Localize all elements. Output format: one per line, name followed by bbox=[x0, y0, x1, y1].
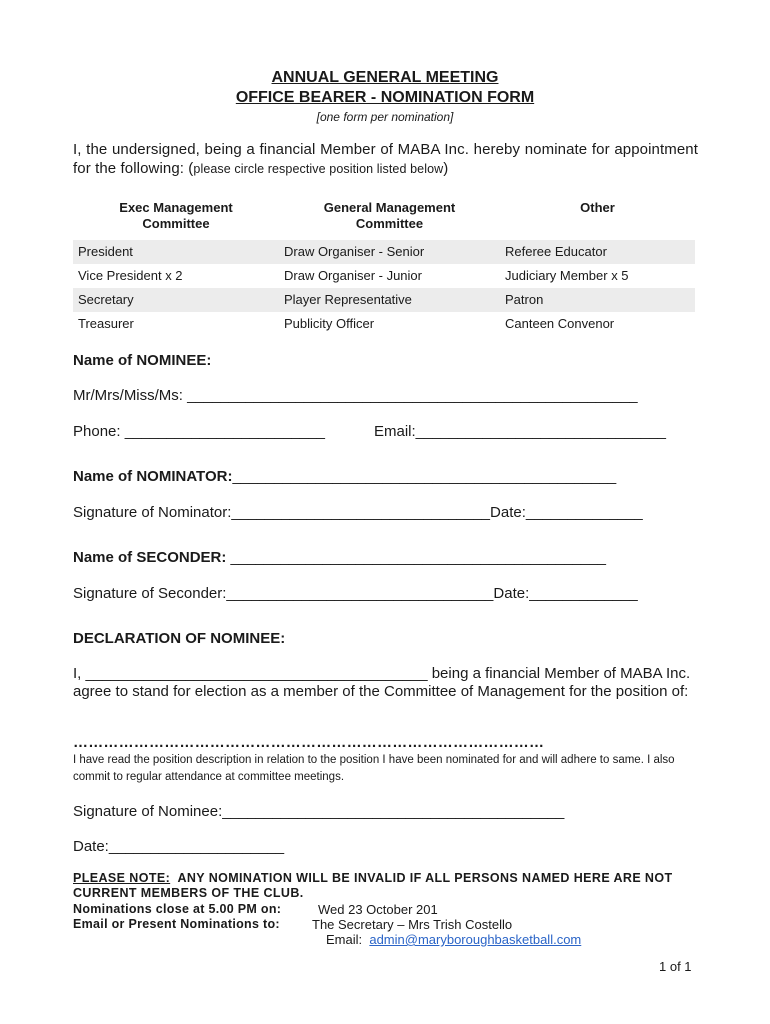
please-note bbox=[73, 871, 698, 901]
intro-text: I, the undersigned, being a financial Member of MABA Inc. hereby nominate for appointment for the following: ( bbox=[73, 141, 698, 177]
close-label: Nominations close at 5.00 PM on: bbox=[73, 902, 282, 916]
header-exec: Exec Management Committee bbox=[119, 200, 233, 231]
email-row bbox=[326, 932, 581, 947]
table-row bbox=[73, 240, 695, 264]
intro-paragraph bbox=[73, 140, 698, 179]
position-cell[interactable]: Judiciary Member x 5 bbox=[505, 268, 629, 283]
form-subtitle-heading: OFFICE BEARER - NOMINATION FORM bbox=[235, 89, 535, 106]
seconder-label: Name of SECONDER: bbox=[73, 549, 231, 566]
seconder-name-row bbox=[73, 549, 606, 566]
nominator-signature-field[interactable]: Signature of Nominator:_______________________________Date:______________ bbox=[73, 504, 643, 521]
position-cell[interactable]: Publicity Officer bbox=[284, 316, 375, 331]
nominee-name-field[interactable]: Mr/Mrs/Miss/Ms: ______________________________________________________ bbox=[73, 387, 638, 404]
table-row bbox=[73, 312, 695, 336]
nominee-heading: Name of NOMINEE: bbox=[73, 352, 212, 369]
header-other: Other bbox=[580, 200, 615, 215]
table-row bbox=[73, 264, 695, 288]
email-link[interactable]: admin@maryboroughbasketball.com bbox=[369, 932, 582, 947]
form-note: [one form per nomination] bbox=[316, 110, 454, 124]
note-label: PLEASE NOTE: bbox=[73, 871, 171, 885]
nominator-name-row bbox=[73, 468, 616, 485]
position-cell[interactable]: Treasurer bbox=[78, 316, 134, 331]
nominee-email-field[interactable]: Email:______________________________ bbox=[374, 423, 666, 440]
nominator-name-field[interactable]: ______________________________________________ bbox=[232, 468, 617, 485]
position-dotted-line[interactable]: ………………………………………………………………………………… bbox=[73, 734, 545, 751]
positions-table bbox=[73, 198, 695, 336]
position-cell[interactable]: Player Representative bbox=[279, 288, 500, 312]
seconder-signature-field[interactable]: Signature of Seconder:________________________________Date:_____________ bbox=[73, 585, 638, 602]
intro-instruction: please circle respective position listed below bbox=[193, 162, 444, 176]
position-cell[interactable]: Draw Organiser - Senior bbox=[279, 240, 500, 264]
email-prefix: Email: bbox=[326, 932, 370, 947]
page-number: 1 of 1 bbox=[659, 959, 692, 974]
close-date: Wed 23 October 201 bbox=[318, 902, 438, 917]
nominee-signature-field[interactable]: Signature of Nominee:_________________________________________ bbox=[73, 803, 565, 820]
position-cell[interactable]: Canteen Convenor bbox=[505, 316, 615, 331]
note-text: ANY NOMINATION WILL BE INVALID IF ALL PERSONS NAMED HERE ARE NOT CURRENT MEMBERS OF THE CLUB. bbox=[73, 871, 677, 900]
nominee-phone-field[interactable]: Phone: ________________________ bbox=[73, 423, 325, 440]
email-label: Email or Present Nominations to: bbox=[73, 917, 280, 931]
position-cell[interactable]: Secretary bbox=[73, 288, 279, 312]
positions-header-row bbox=[73, 198, 695, 240]
secretary-name: The Secretary – Mrs Trish Costello bbox=[312, 917, 513, 932]
position-cell[interactable]: Draw Organiser - Junior bbox=[284, 268, 422, 283]
intro-close: ) bbox=[443, 160, 449, 177]
declaration-fine-print: I have read the position description in relation to the position I have been nominated for and will adhere to same. I also commit to regular attendance at committee meetings. bbox=[73, 754, 675, 783]
position-cell[interactable]: Referee Educator bbox=[500, 240, 695, 264]
header-general: General Management Committee bbox=[323, 200, 456, 231]
declaration-heading: DECLARATION OF NOMINEE: bbox=[73, 630, 286, 647]
nominator-label: Name of NOMINATOR: bbox=[73, 468, 233, 485]
form-title: ANNUAL GENERAL MEETING bbox=[271, 69, 499, 86]
declaration-text: I, _________________________________________ being a financial Member of MABA Inc. agree to stand for election as a member of the Committee of Management for the position of: bbox=[73, 665, 691, 700]
position-cell[interactable]: President bbox=[73, 240, 279, 264]
table-row bbox=[73, 288, 695, 312]
position-cell[interactable]: Vice President x 2 bbox=[78, 268, 183, 283]
position-cell[interactable]: Patron bbox=[500, 288, 695, 312]
nominee-date-field[interactable]: Date:_____________________ bbox=[73, 838, 285, 855]
seconder-name-field[interactable]: _____________________________________________ bbox=[230, 549, 606, 566]
